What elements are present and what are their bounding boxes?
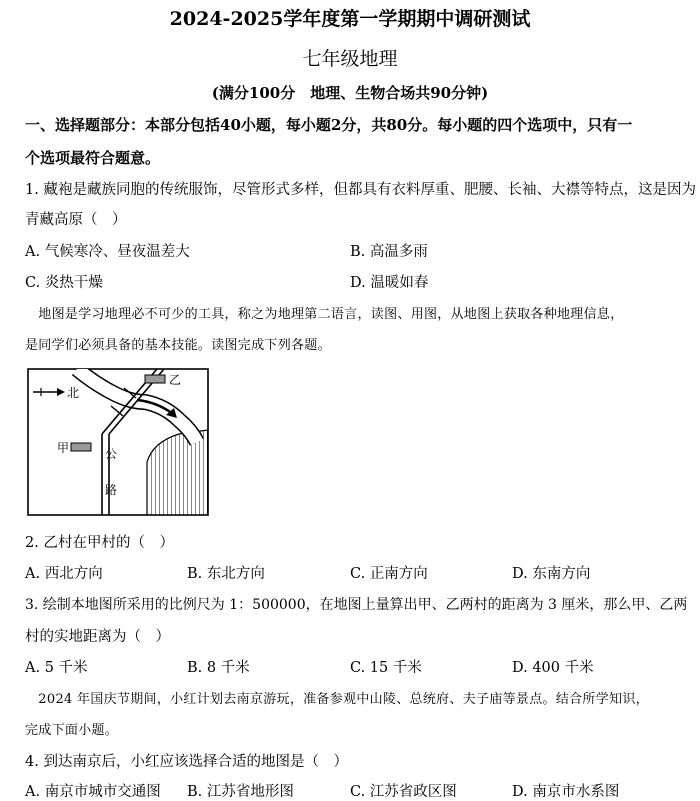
passage1-line2: 是同学们必须具备的基本技能。读图完成下列各题。 — [25, 338, 331, 353]
q1-option-b: B. 高温多雨 — [350, 244, 428, 260]
q4-stem: 4. 到达南京后，小红应该选择合适的地图是（ ） — [25, 754, 348, 770]
q2-option-c: C. 正南方向 — [350, 566, 428, 582]
exam-title: 2024-2025学年度第一学期期中调研测试 — [169, 8, 531, 30]
q3-stem-line1: 3. 绘制本地图所采用的比例尺为 1：500000，在地图上量算出甲、乙两村的距离为 3 厘米，那么甲、乙两 — [25, 597, 688, 613]
q1-option-a: A. 气候寒冷、昼夜温差大 — [25, 244, 190, 260]
passage2-line1: 2024 年国庆节期间，小红计划去南京游玩，准备参观中山陵、总统府、夫子庙等景点。结合所学知识， — [25, 692, 649, 707]
road-label-2: 路 — [105, 483, 118, 497]
q4-option-b: B. 江苏省地形图 — [187, 784, 294, 800]
passage2-line2: 完成下面小题。 — [25, 723, 119, 738]
village-a-marker — [71, 443, 91, 451]
q2-option-b: B. 东北方向 — [187, 566, 265, 582]
q1-stem-line1: 1. 藏袍是藏族同胞的传统服饰，尽管形式多样，但都具有衣料厚重、肥腰、长袖、大襟等特点，这是因为 — [25, 182, 696, 198]
q4-option-d: D. 南京市水系图 — [512, 784, 620, 800]
q3-option-c: C. 15 千米 — [350, 660, 422, 676]
north-label: 北 — [67, 386, 80, 400]
q2-option-d: D. 东南方向 — [512, 566, 591, 582]
village-map — [27, 368, 209, 516]
q2-stem: 2. 乙村在甲村的（ ） — [25, 535, 174, 551]
village-a-label: 甲 — [57, 441, 70, 455]
exam-subject: 七年级地理 — [302, 48, 398, 70]
q2-option-a: A. 西北方向 — [25, 566, 103, 582]
q3-option-d: D. 400 千米 — [512, 660, 594, 676]
q4-option-a: A. 南京市城市交通图 — [25, 784, 161, 800]
passage1-line1: 地图是学习地理必不可少的工具，称之为地理第二语言，读图、用图，从地图上获取各种地理信息， — [25, 307, 624, 322]
q1-option-c: C. 炎热干燥 — [25, 275, 103, 291]
road-label-1: 公 — [105, 447, 118, 461]
q3-option-a: A. 5 千米 — [25, 660, 88, 676]
q1-stem-line2: 青藏高原（ ） — [25, 212, 127, 228]
exam-note: (满分100分 地理、生物合场共90分钟) — [211, 84, 489, 102]
q3-stem-line2: 村的实地距离为（ ） — [25, 629, 170, 645]
q3-option-b: B. 8 千米 — [187, 660, 250, 676]
q4-option-c: C. 江苏省政区图 — [350, 784, 457, 800]
village-b-label: 乙 — [169, 373, 182, 387]
village-b-marker — [145, 375, 165, 383]
section-instructions-line1: 一、选择题部分：本部分包括40小题，每小题2分，共80分。每小题的四个选项中，只有一 — [25, 116, 633, 134]
section-instructions-line2: 个选项最符合题意。 — [25, 149, 161, 167]
q1-option-d: D. 温暖如春 — [350, 275, 429, 291]
